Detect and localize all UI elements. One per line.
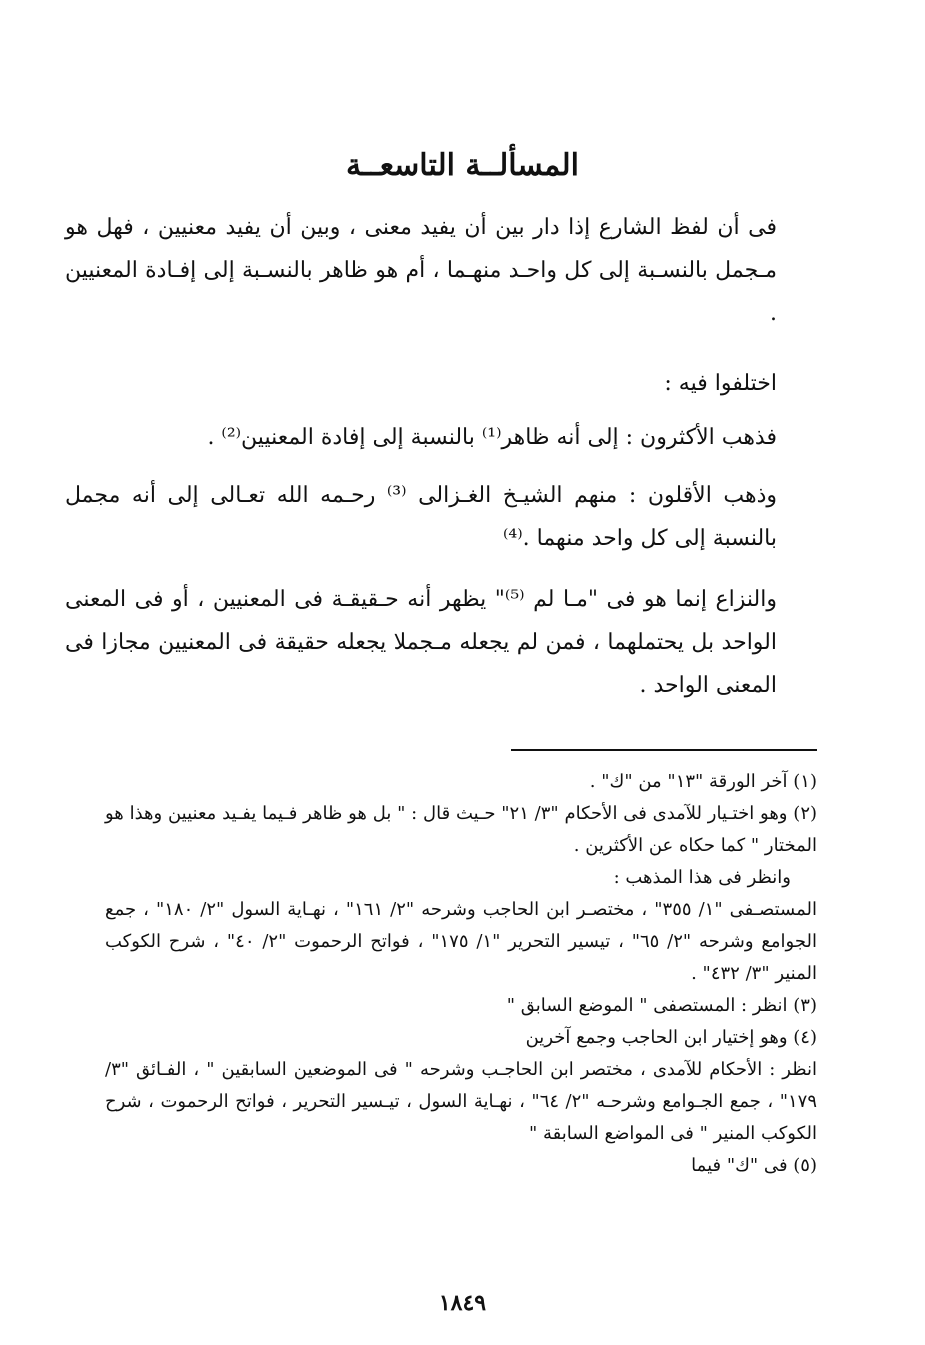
footnote-2-see-also: وانظر فى هذا المذهب : xyxy=(613,867,791,888)
paragraph-majority-view: فذهب الأكثرون : إلى أنه ظاهر⁽¹⁾ بالنسبة إلى إفادة المعنيين⁽²⁾ . xyxy=(207,425,777,450)
footnote-4-references: انظر : الأحكام للآمدى ، مختصر ابن الحاجـب وشرحه " فى الموضعين السابقين " ، الفـائق "٣/ ١٧٩" ، جمع الجـوامع وشرحـه "٢/ ٦٤" ، نهـاية السول ، تيـسير التحرير ، فواتح الرحموت ، شرح الكوكب المنير " فى المواضع السابقة " xyxy=(105,1059,817,1144)
footnote-2-references: المستصـفى "١/ ٣٥٥" ، مختصـر ابن الحاجب وشرحه "٢/ ١٦١" ، نهـاية السول "٢/ ١٨٠" ، جمع الجوامع وشرحه "٢/ ٦٥" ، تيسير التحرير "١/ ١٧٥" ، فواتح الرحموت "٢/ ٤٠" ، شرح الكوكب المنير "٣/ ٤٣٢" . xyxy=(105,899,817,984)
footnote-2: (٢) وهو اختـيار للآمدى فى الأحكام "٣/ ٢١" حـيث قال : " بل هو ظاهر فـيما يفـيد معنيين وهذا هو المختار " كما حكاه عن الأكثرين . xyxy=(105,803,818,856)
paragraph-question: فى أن لفظ الشارع إذا دار بين أن يفيد معنى ، وبين أن يفيد معنيين ، فهل هو مـجمل بالنسـبة إلى كل واحـد منهـما ، أم هو ظاهر بالنسـبة إلى إفـادة المعنيين . xyxy=(65,215,777,326)
footnotes-section xyxy=(105,766,817,1182)
footnote-3: (٣) انظر : المستصفى " الموضع السابق " xyxy=(506,995,817,1016)
section-title: المسألــة التاسعــة xyxy=(346,148,579,183)
footnote-1: (١) آخر الورقة "١٣" من "ك" . xyxy=(589,771,817,792)
paragraph-disagreement: اختلفوا فيه : xyxy=(664,371,777,396)
paragraph-minority-view: وذهب الأقلون : منهم الشيـخ الغـزالى ⁽³⁾ رحـمه الله تعـالى إلى أنه مجمل بالنسبة إلى كل واحد منهما .⁽⁴⁾ xyxy=(65,483,777,551)
footnote-4: (٤) وهو إختيار ابن الحاجب وجمع آخرين xyxy=(525,1027,817,1048)
page-number: ١٨٤٩ xyxy=(438,1290,487,1316)
footnote-5: (٥) فى "ك" فيما xyxy=(691,1155,817,1176)
footnote-divider xyxy=(511,749,817,751)
paragraph-dispute: والنزاع إنما هو فى "مـا لم ⁽⁵⁾" يظهر أنه حـقيقـة فى المعنيين ، أو فى المعنى الواحد بل يحتملهما ، فمن لم يجعله مـجملا يجعله حقيقة فى المعنيين مجازا فى المعنى الواحد . xyxy=(65,587,777,698)
